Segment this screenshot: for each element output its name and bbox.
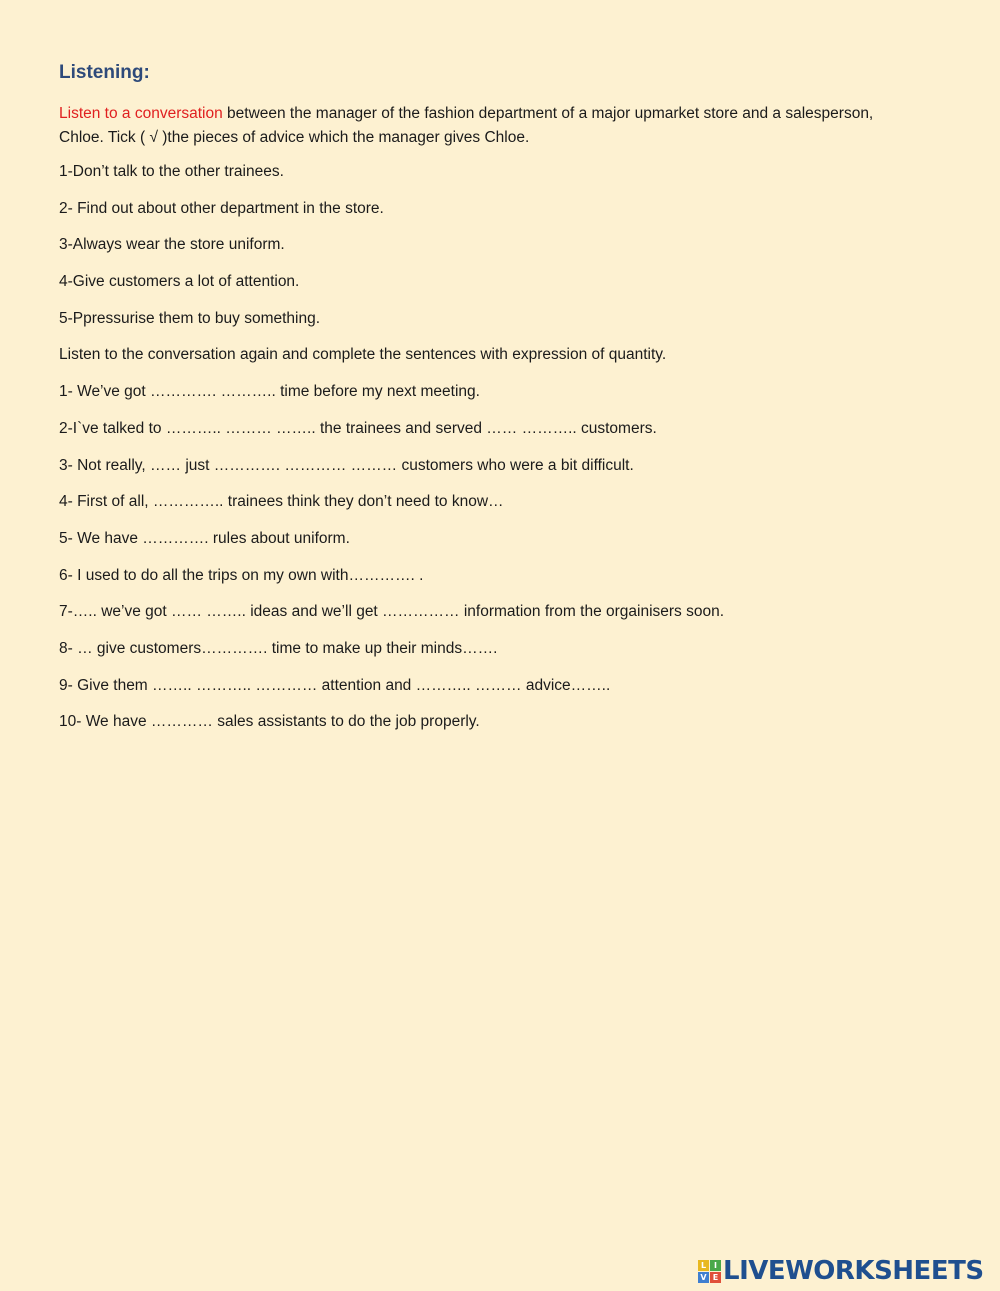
sentence-item: 3- Not really, …… just …………. ………… ……… customers who were a bit difficult. <box>59 456 634 474</box>
sentence-item: 7-….. we’ve got …… …….. ideas and we’ll get …………… information from the orgainisers soon. <box>59 603 725 621</box>
logo-mark-tile: V <box>698 1272 709 1283</box>
logo-mark-icon <box>698 1260 721 1283</box>
advice-item: 5-Ppressurise them to buy something. <box>59 309 321 327</box>
advice-item: 1-Don’t talk to the other trainees. <box>59 163 284 180</box>
sentence-list <box>59 382 949 732</box>
logo-mark-tile: I <box>710 1260 721 1271</box>
worksheet-page <box>59 60 949 749</box>
sentence-item: 6- I used to do all the trips on my own with…………. . <box>59 566 424 584</box>
sentence-item: 9- Give them …….. ……….. ………… attention and ……….. ……… advice…….. <box>59 676 611 694</box>
advice-item: 4-Give customers a lot of attention. <box>59 273 300 291</box>
sentence-item: 5- We have …………. rules about uniform. <box>59 529 350 547</box>
advice-list <box>59 162 949 329</box>
logo-mark-tile: E <box>710 1272 721 1283</box>
sentence-item: 2-I`ve talked to ……….. ……… …….. the trainees and served …… ……….. customers. <box>59 419 657 437</box>
sentence-item: 4- First of all, ………….. trainees think they don’t need to know… <box>59 493 504 511</box>
intro-text-line1: between the manager of the fashion department of a major upmarket store and a salesperson, <box>222 105 874 122</box>
sentence-item: 8- … give customers…………. time to make up their minds……. <box>59 639 498 657</box>
logo-text: LIVEWORKSHEETS <box>723 1256 984 1286</box>
sentence-item: 1- We’ve got …………. ……….. time before my next meeting. <box>59 383 480 401</box>
advice-item: 2- Find out about other department in the store. <box>59 199 384 217</box>
advice-item: 3-Always wear the store uniform. <box>59 236 285 254</box>
intro-paragraph <box>59 102 949 150</box>
liveworksheets-logo <box>698 1257 984 1285</box>
intro-highlight: Listen to a conversation <box>59 105 223 122</box>
logo-mark-tile: L <box>698 1260 709 1271</box>
second-instruction: Listen to the conversation again and complete the sentences with expression of quantity. <box>59 346 667 364</box>
intro-text-line2: Chloe. Tick ( √ )the pieces of advice which the manager gives Chloe. <box>59 129 530 146</box>
sentence-item: 10- We have ………… sales assistants to do the job properly. <box>59 713 480 731</box>
section-heading: Listening: <box>59 62 150 83</box>
